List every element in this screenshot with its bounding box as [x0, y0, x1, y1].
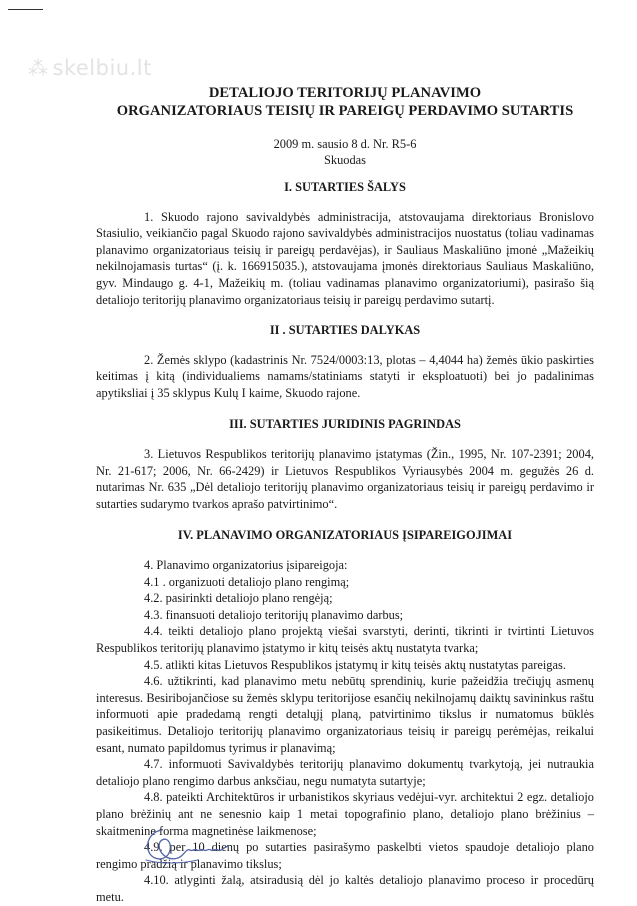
obligation-item: 4. Planavimo organizatorius įsipareigoja:: [144, 558, 348, 573]
section-title-subject: II . SUTARTIES DALYKAS: [269, 323, 421, 338]
section-text-subject: 2. Žemės sklypo (kadastrinis Nr. 7524/0003:13, plotas – 4,4044 ha) žemės ūkio paskirties keitimas į kitą (individualiems namams/statiniams statyti ir eksploatuoti) bei jo padalinimas apytiksliai į 35 sklypus Kulų I kaime, Skuodo rajone.: [96, 352, 594, 400]
top-rule: [8, 9, 43, 10]
obligation-item: 4.6. užtikrinti, kad planavimo metu nebūtų sprendinių, kurie pažeidžia trečiųjų asmenų interesus. Besiribojančiose su žemės sklypu teritorijose esančių nekilnojamų daiktų savininkus raštu informuoti apie pradedamą rengti detalųjį planą, patvirtinimo tikslus ir numatomus būklės pasikeitimus. Detaliojo teritorijų planavimo organizatoriaus teisių ir pareigų perėmėjas, reikalui esant, numato papildomus tyrimus ir planavimą;: [96, 674, 594, 755]
section-text-parties: 1. Skuodo rajono savivaldybės administracija, atstovaujama direktoriaus Bronislovo Stasiulio, veikiančio pagal Skuodo rajono savivaldybės administracijos nuostatus (toliau vadinamas planavimo organizatoriaus teisių ir pareigų perdavėjas), ir Sauliaus Maskaliūno įmonė „Mažeikių nekilnojamasis turtas“ (į. k. 166915035.), atstovaujama įmonės direktoriaus Sauliaus Maskaliūno, gyv. Mindaugo g. 4-1, Mažeikių m. (toliau vadinamas planavimo organizatoriumi), pasirašo šią detaliojo teritorijų planavimo organizatoriaus teisių ir pareigų perdavimo sutartį.: [96, 209, 594, 307]
obligation-item: 4.4. teikti detaliojo plano projektą viešai svarstyti, derinti, tikrinti ir tvirtinti Lietuvos Respublikos teritorijų planavimo įstatymo ir kitų teisės aktų nustatyta tvarka;: [96, 624, 594, 656]
section-title-obligations: IV. PLANAVIMO ORGANIZATORIAUS ĮSIPAREIGOJIMAI: [177, 527, 513, 542]
document-title-line-2: ORGANIZATORIAUS TEISIŲ IR PAREIGŲ PERDAVIMO SUTARTIS: [116, 103, 574, 119]
dots-logo-icon: ⁂: [28, 56, 49, 80]
document-place: Skuodas: [324, 153, 366, 167]
section-text-legal-basis: 3. Lietuvos Respublikos teritorijų planavimo įstatymas (Žin., 1995, Nr. 107-2391; 2004, Nr. 21-617; 2006, Nr. 66-2429) ir Lietuvos Respublikos Vyriausybės 2004 m. gegužės 26 d. nutarimas Nr. 635 „Dėl detaliojo teritorijų planavimo organizatoriaus teisių ir pareigų perdavimo ir sutarties sudarymo tvarkos aprašo patvirtinimo“.: [96, 447, 594, 511]
handwritten-signature: [140, 824, 240, 868]
obligation-item: 4.8. pateikti Architektūros ir urbanistikos skyriaus vedėjui-vyr. architektui 2 egz. detaliojo plano brėžinių ant ne senesnio kaip 1 metai topografinio plano, detaliojo plano brėžinius – skaitmenine forma magnetinėse laikmenose;: [96, 790, 594, 838]
section-title-legal-basis: III. SUTARTIES JURIDINIS PAGRINDAS: [229, 416, 461, 431]
obligation-item: 4.5. atlikti kitas Lietuvos Respublikos įstatymų ir kitų teisės aktų nustatytas pareigas.: [144, 657, 566, 672]
obligation-item: 4.10. atlyginti žalą, atsiradusią dėl jo kaltės detaliojo planavimo proceso ir procedūrų metu.: [96, 873, 594, 904]
obligation-item: 4.2. pasirinkti detaliojo plano rengėją;: [144, 591, 333, 606]
section-title-parties: I. SUTARTIES ŠALYS: [284, 180, 406, 194]
obligation-item: 4.9. per 10 dienų po sutarties pasirašymo paskelbti vietos spaudoje detaliojo plano rengimo pradžią ir planavimo tikslus;: [96, 840, 594, 871]
document-page: [96, 84, 594, 906]
document-date-number: 2009 m. sausio 8 d. Nr. R5-6: [273, 137, 417, 151]
watermark-text: skelbiu.lt: [52, 56, 152, 80]
obligation-item: 4.3. finansuoti detaliojo teritorijų planavimo darbus;: [144, 607, 404, 622]
obligation-item: 4.1 . organizuoti detaliojo plano rengimą;: [144, 574, 350, 589]
watermark: [28, 56, 152, 80]
document-title-line-1: DETALIOJO TERITORIJŲ PLANAVIMO: [208, 85, 482, 101]
obligation-item: 4.7. informuoti Savivaldybės teritorijų planavimo dokumentų tvarkytoją, jei nutraukia detaliojo plano rengimo darbus anksčiau, negu numatyta sutartyje;: [96, 757, 594, 788]
